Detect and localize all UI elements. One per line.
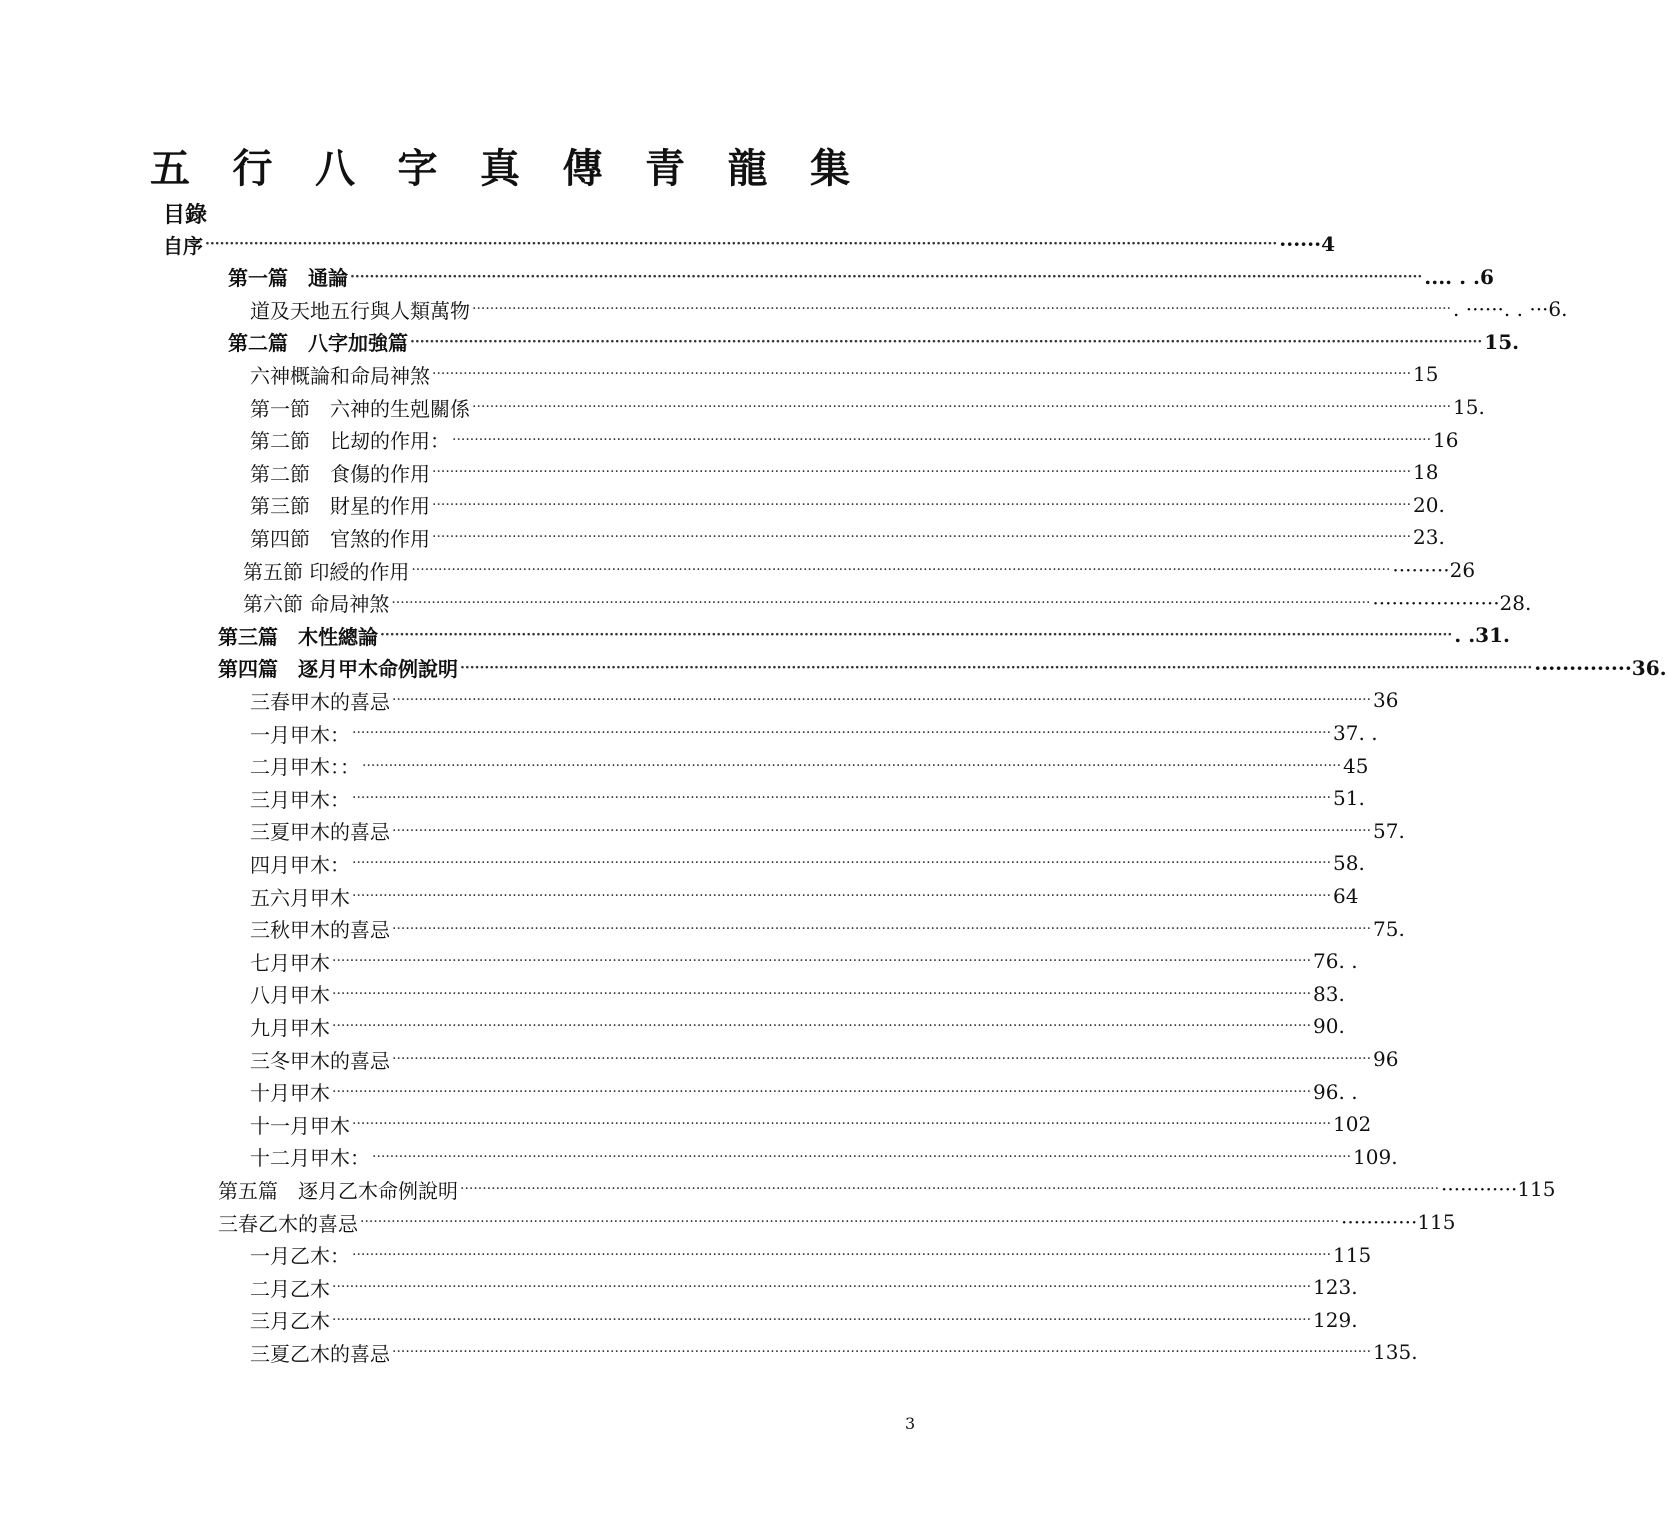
toc-entry-label: 三春甲木的喜忌 xyxy=(250,689,390,714)
toc-entry-label: 四月甲木： xyxy=(250,852,350,877)
toc-entry-label: 十一月甲木 xyxy=(250,1113,350,1138)
toc-entry xyxy=(250,424,1459,456)
toc-entry xyxy=(250,717,1378,749)
toc-entry-label: 第五節 印綬的作用 xyxy=(243,559,410,584)
toc-entry-label: 第二篇 八字加強篇 xyxy=(228,331,408,356)
toc-entry-page: 15 xyxy=(1413,362,1439,387)
toc-entry-page: 57. xyxy=(1373,818,1405,843)
toc-entry xyxy=(250,1108,1372,1140)
toc-heading: 目錄 xyxy=(163,202,208,228)
title-char: 五 xyxy=(150,144,190,192)
toc-entry-label: 三秋甲木的喜忌 xyxy=(250,918,390,943)
leader-dots: ···························································································································································································································· xyxy=(332,953,1312,970)
toc-entry-label: 第二節 比刼的作用： xyxy=(250,429,450,454)
leader-dots: ···························································································································································································································· xyxy=(392,692,1372,709)
leader-dots: ···························································································································································································································· xyxy=(392,1051,1372,1067)
toc-entry xyxy=(218,619,1510,651)
toc-entry xyxy=(250,978,1345,1010)
leader-dots: ···························································································································································································································· xyxy=(410,333,1483,350)
toc-entry-page: 123. xyxy=(1313,1275,1358,1300)
toc-entry-page: 64 xyxy=(1333,884,1359,908)
toc-entry xyxy=(250,391,1485,423)
leader-dots: ···························································································································································································································· xyxy=(332,1083,1312,1100)
toc-entry xyxy=(250,750,1369,782)
leader-dots: ···························································································································································································································· xyxy=(432,529,1412,546)
toc-entry-label: 三夏甲木的喜忌 xyxy=(250,820,390,845)
toc-entry-page: 115 xyxy=(1333,1242,1372,1267)
toc-entry xyxy=(250,521,1445,553)
toc-entry xyxy=(250,1076,1358,1108)
leader-dots: ···························································································································································································································· xyxy=(372,1148,1352,1165)
toc-entry xyxy=(243,587,1532,619)
leader-dots: ···························································································································································································································· xyxy=(352,888,1332,904)
leader-dots: ···························································································································································································································· xyxy=(432,496,1412,513)
leader-dots: ···························································································································································································································· xyxy=(352,1246,1332,1263)
toc-entry xyxy=(228,326,1520,358)
leader-dots: ···························································································································································································································· xyxy=(460,1181,1440,1198)
toc-entry-label: 一月乙木： xyxy=(250,1244,350,1269)
toc-entry xyxy=(250,1336,1418,1368)
toc-entry-page: 96. . xyxy=(1313,1079,1358,1104)
toc-entry xyxy=(250,684,1399,716)
toc-entry-label: 六神概論和命局神煞 xyxy=(250,363,430,388)
toc-entry xyxy=(218,1206,1456,1238)
title-char: 行 xyxy=(232,144,273,192)
toc-entry-page: 23. xyxy=(1413,525,1445,550)
toc-entry xyxy=(243,554,1476,586)
leader-dots: ···························································································································································································································· xyxy=(205,236,1278,252)
toc-entry xyxy=(250,815,1405,847)
title-char: 青 xyxy=(645,144,685,192)
leader-dots: ···························································································································································································································· xyxy=(350,268,1423,285)
toc-entry-label: 第六節 命局神煞 xyxy=(243,592,390,617)
toc-entry xyxy=(250,945,1358,977)
toc-entry-label: 第一篇 通論 xyxy=(228,266,348,291)
toc-entry-page: 96 xyxy=(1373,1047,1399,1071)
leader-dots: ···························································································································································································································· xyxy=(452,431,1432,448)
toc-entry-page: 20. xyxy=(1413,492,1445,517)
leader-dots: ···························································································································································································································· xyxy=(432,366,1412,383)
leader-dots: ···························································································································································································································· xyxy=(332,1279,1312,1296)
toc-entry xyxy=(250,1239,1372,1271)
leader-dots: ···························································································································································································································· xyxy=(460,659,1533,676)
toc-entry-page: 18 xyxy=(1413,460,1439,485)
toc-entry-page: . .31. xyxy=(1454,623,1510,648)
toc-entry-page: 90. xyxy=(1313,1014,1345,1039)
toc-entry-page: 15. xyxy=(1453,395,1485,419)
toc-entry xyxy=(250,1141,1398,1173)
leader-dots: ···························································································································································································································· xyxy=(352,855,1332,872)
leader-dots: ···························································································································································································································· xyxy=(391,594,1371,611)
toc-entry-label: 十二月甲木： xyxy=(250,1146,370,1171)
toc-entry-page: ·········26 xyxy=(1392,558,1476,582)
leader-dots: ···························································································································································································································· xyxy=(432,464,1412,481)
toc-entry-label: 自序 xyxy=(163,233,203,258)
toc-entry-page: . ······. . ···6. xyxy=(1453,297,1568,322)
toc-entry xyxy=(250,358,1439,390)
toc-entry-label: 三冬甲木的喜忌 xyxy=(250,1048,390,1073)
toc-entry xyxy=(250,456,1439,488)
leader-dots: ···························································································································································································································· xyxy=(332,1311,1312,1328)
toc-entry-page: 45 xyxy=(1343,753,1369,778)
toc-entry xyxy=(250,293,1568,325)
toc-entry-page: 58. xyxy=(1333,851,1365,876)
title-char: 集 xyxy=(810,144,850,192)
title-char: 字 xyxy=(397,144,438,192)
toc-entry-label: 五六月甲木 xyxy=(250,885,350,910)
toc-entry-label: 第四節 官煞的作用 xyxy=(250,526,430,551)
toc-entry-label: 二月乙木 xyxy=(250,1276,330,1301)
toc-entry-label: 三春乙木的喜忌 xyxy=(218,1211,358,1236)
toc-entry-page: ····················28. xyxy=(1372,590,1532,615)
leader-dots: ···························································································································································································································· xyxy=(472,399,1452,415)
leader-dots: ···························································································································································································································· xyxy=(360,1214,1340,1230)
title-char: 真 xyxy=(480,144,520,192)
leader-dots: ···························································································································································································································· xyxy=(362,757,1342,774)
toc-entry xyxy=(250,913,1405,945)
toc-entry-label: 第二節 食傷的作用 xyxy=(250,461,430,486)
toc-entry-page: 15. xyxy=(1484,329,1520,354)
toc-entry-page: ··············36. xyxy=(1534,655,1667,680)
toc-entry-page: ············115 xyxy=(1441,1177,1556,1202)
toc-entry-page: 83. xyxy=(1313,981,1345,1006)
toc-entry-label: 第三篇 木性總論 xyxy=(218,624,378,649)
toc-entry-page: .... . .6 xyxy=(1424,264,1494,289)
toc-entry-label: 第四篇 逐月甲木命例說明 xyxy=(218,657,458,682)
leader-dots: ···························································································································································································································· xyxy=(352,725,1332,741)
toc-entry-label: 二月甲木：： xyxy=(250,755,360,780)
leader-dots: ···························································································································································································································· xyxy=(411,562,1391,578)
toc-entry xyxy=(218,1173,1556,1205)
toc-entry xyxy=(250,1010,1345,1042)
leader-dots: ···························································································································································································································· xyxy=(352,790,1332,807)
toc-entry-page: 109. xyxy=(1353,1144,1398,1169)
toc-entry-label: 一月甲木： xyxy=(250,722,350,747)
toc-entry-page: 135. xyxy=(1373,1340,1418,1365)
toc-entry-label: 三夏乙木的喜忌 xyxy=(250,1341,390,1366)
toc-entry-label: 三月乙木 xyxy=(250,1309,330,1334)
leader-dots: ···························································································································································································································· xyxy=(332,985,1312,1002)
title-char: 八 xyxy=(315,144,355,192)
leader-dots: ···························································································································································································································· xyxy=(392,822,1372,839)
toc-entry-page: 51. xyxy=(1333,786,1365,811)
toc-entry xyxy=(250,847,1365,879)
toc-entry-page: 75. xyxy=(1373,916,1405,941)
toc-entry-label: 十月甲木 xyxy=(250,1081,330,1106)
toc-entry xyxy=(250,782,1365,814)
toc-entry-label: 第一節 六神的生剋關係 xyxy=(250,396,470,421)
toc-entry-label: 九月甲木 xyxy=(250,1015,330,1040)
toc-entry-page: 102 xyxy=(1333,1112,1372,1137)
toc-entry-page: 76. . xyxy=(1313,949,1358,974)
toc-entry xyxy=(250,1304,1358,1336)
toc-entry xyxy=(250,880,1359,912)
toc-entry xyxy=(163,228,1335,260)
leader-dots: ···························································································································································································································· xyxy=(472,301,1452,318)
title-char: 傳 xyxy=(562,144,603,192)
toc-entry xyxy=(250,489,1445,521)
leader-dots: ···························································································································································································································· xyxy=(380,627,1453,644)
page-number: 3 xyxy=(905,1414,916,1433)
toc-entry-page: 129. xyxy=(1313,1307,1358,1332)
toc-entry-page: ············115 xyxy=(1341,1210,1456,1234)
toc-entry-label: 第五篇 逐月乙木命例說明 xyxy=(218,1178,458,1203)
toc-entry-label: 三月甲木： xyxy=(250,787,350,812)
leader-dots: ···························································································································································································································· xyxy=(332,1018,1312,1035)
toc-entry-label: 八月甲木 xyxy=(250,983,330,1008)
toc-entry xyxy=(228,261,1494,293)
toc-entry xyxy=(218,652,1667,684)
leader-dots: ···························································································································································································································· xyxy=(392,920,1372,937)
toc-entry-page: ······4 xyxy=(1279,232,1335,256)
leader-dots: ···························································································································································································································· xyxy=(352,1116,1332,1133)
toc-entry-label: 道及天地五行與人類萬物 xyxy=(250,298,470,323)
toc-entry xyxy=(250,1043,1399,1075)
toc-entry-label: 七月甲木 xyxy=(250,950,330,975)
toc-entry-page: 37. . xyxy=(1333,721,1378,745)
toc-entry xyxy=(250,1271,1358,1303)
book-title xyxy=(150,140,850,190)
title-char: 龍 xyxy=(727,144,768,192)
toc-entry-page: 36 xyxy=(1373,688,1399,713)
leader-dots: ···························································································································································································································· xyxy=(392,1344,1372,1361)
toc-entry-label: 第三節 財星的作用 xyxy=(250,494,430,519)
toc-entry-page: 16 xyxy=(1433,427,1459,452)
